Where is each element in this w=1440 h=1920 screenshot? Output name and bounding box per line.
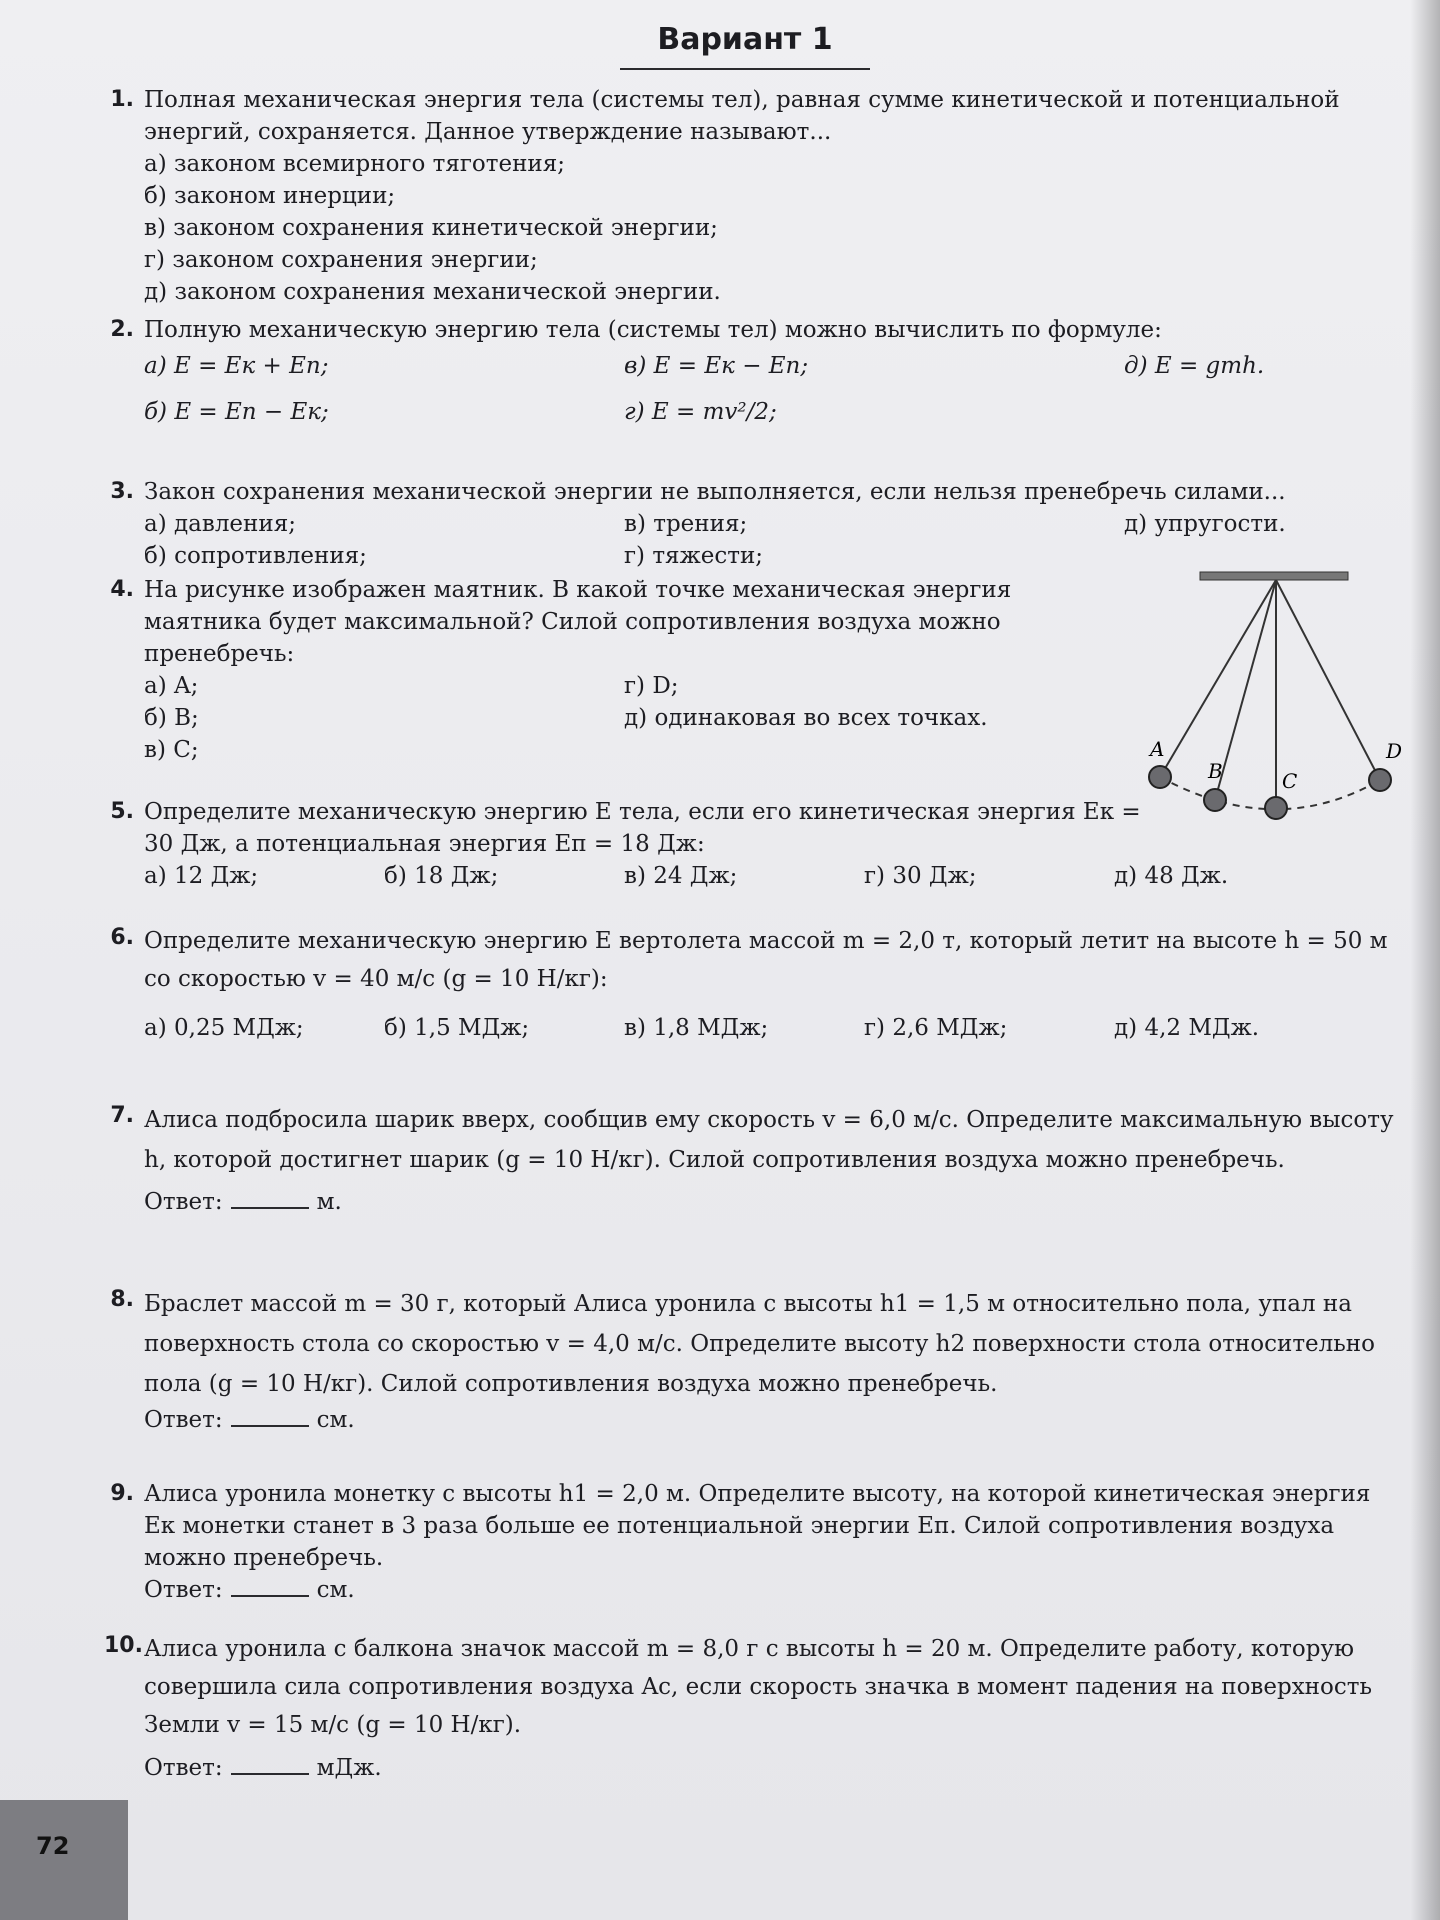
option-d[interactable]: д) 48 Дж. [1114, 863, 1229, 889]
answer-blank[interactable] [231, 1595, 309, 1597]
option-b[interactable]: б) законом инерции; [144, 183, 396, 209]
answer-unit: см. [316, 1407, 355, 1433]
option-b[interactable]: б) 18 Дж; [384, 863, 499, 889]
option-g[interactable]: г) 30 Дж; [864, 863, 977, 889]
option-a[interactable]: а) 12 Дж; [144, 863, 259, 889]
options-grid [144, 670, 1108, 766]
point-label-a: A [1150, 737, 1165, 761]
option-a[interactable]: а) 0,25 МДж; [144, 1015, 304, 1041]
answer-line [144, 1752, 1398, 1784]
point-label-d: D [1386, 739, 1403, 763]
question-number: 4. [110, 577, 134, 602]
question-number: 10. [104, 1633, 143, 1658]
option-g[interactable]: г) D; [624, 673, 679, 699]
question-number: 1. [110, 87, 134, 112]
question-9 [108, 1478, 1398, 1606]
pendulum-bob-d [1369, 769, 1391, 791]
option-b[interactable]: б) 1,5 МДж; [384, 1015, 530, 1041]
question-number: 2. [110, 317, 134, 342]
question-6 [108, 922, 1398, 1044]
option-g[interactable]: г) E = mv²/2; [624, 399, 777, 425]
options-list [144, 148, 1398, 308]
question-text: Определите механическую энергию E тела, если его кинетическая энергия Eк = 30 Дж, а потенциальная энергия Eп = 18 Дж: [144, 799, 1141, 857]
variant-title: Вариант 1 [620, 18, 870, 70]
pendulum-string-d [1276, 580, 1380, 780]
question-text: На рисунке изображен маятник. В какой точке механическая энергия маятника будет максимальной? Силой сопротивления воздуха можно пренебречь: [144, 577, 1012, 667]
question-text: Алиса подбросила шарик вверх, сообщив ему скорость v = 6,0 м/с. Определите максимальную высоту h, которой достигнет шарик (g = 10 Н/кг). Силой сопротивления воздуха можно пренебречь. [144, 1107, 1394, 1173]
option-g[interactable]: г) тяжести; [624, 543, 764, 569]
option-v[interactable]: в) C; [144, 737, 199, 763]
option-v[interactable]: в) трения; [624, 511, 748, 537]
question-number: 3. [110, 479, 134, 504]
option-d[interactable]: д) 4,2 МДж. [1114, 1015, 1260, 1041]
answer-blank[interactable] [231, 1773, 309, 1775]
question-1 [108, 84, 1398, 308]
page-edge-shadow [1410, 0, 1440, 1920]
option-b[interactable]: б) сопротивления; [144, 543, 367, 569]
question-text: Закон сохранения механической энергии не выполняется, если нельзя пренебречь силами... [144, 479, 1286, 505]
question-number: 6. [110, 925, 134, 950]
question-5 [108, 796, 1398, 892]
answer-label: Ответ: [144, 1755, 223, 1781]
question-3 [108, 476, 1398, 572]
option-v[interactable]: в) 24 Дж; [624, 863, 738, 889]
answer-line [144, 1186, 1398, 1218]
point-label-b: B [1208, 759, 1223, 783]
question-number: 7. [110, 1103, 134, 1128]
option-a[interactable]: а) давления; [144, 511, 296, 537]
page-number: 72 [0, 1800, 128, 1920]
question-7 [108, 1100, 1398, 1218]
options-grid [144, 350, 1398, 428]
pendulum-bob-a [1149, 766, 1171, 788]
answer-unit: см. [316, 1577, 355, 1603]
question-number: 9. [110, 1481, 134, 1506]
point-label-c: C [1282, 769, 1298, 793]
options-grid [144, 860, 1398, 892]
question-text: Определите механическую энергию E вертолета массой m = 2,0 т, который летит на высоте h = 50 м со скоростью v = 40 м/с (g = 10 Н/кг): [144, 928, 1388, 992]
answer-unit: мДж. [316, 1755, 382, 1781]
option-d[interactable]: д) E = gmh. [1124, 353, 1265, 379]
answer-line [144, 1574, 1398, 1606]
option-a[interactable]: а) E = Eк + Eп; [144, 353, 329, 379]
option-g[interactable]: г) законом сохранения энергии; [144, 247, 538, 273]
option-v[interactable]: в) законом сохранения кинетической энергии; [144, 215, 718, 241]
answer-unit: м. [316, 1189, 342, 1215]
question-text: Полную механическую энергию тела (системы тел) можно вычислить по формуле: [144, 317, 1162, 343]
question-8 [108, 1284, 1398, 1436]
question-text: Алиса уронила с балкона значок массой m = 8,0 г с высоты h = 20 м. Определите работу, которую совершила сила сопротивления воздуха Aс, если скорость значка в момент падения на поверхность Земли v = 15 м/с (g = 10 Н/кг). [144, 1636, 1372, 1738]
answer-label: Ответ: [144, 1189, 223, 1215]
question-text: Браслет массой m = 30 г, который Алиса уронила с высоты h1 = 1,5 м относительно пола, упал на поверхность стола со скоростью v = 4,0 м/с. Определите высоту h2 поверхности стола относительно пола (g = 10 Н/кг). Силой сопротивления воздуха можно пренебречь. [144, 1291, 1375, 1397]
option-v[interactable]: в) E = Eк − Eп; [624, 353, 809, 379]
question-number: 8. [110, 1287, 134, 1312]
option-a[interactable]: а) A; [144, 673, 199, 699]
question-2 [108, 314, 1398, 428]
answer-label: Ответ: [144, 1577, 223, 1603]
answer-label: Ответ: [144, 1407, 223, 1433]
option-g[interactable]: г) 2,6 МДж; [864, 1015, 1008, 1041]
option-b[interactable]: б) B; [144, 705, 199, 731]
option-v[interactable]: в) 1,8 МДж; [624, 1015, 769, 1041]
answer-line [144, 1404, 1398, 1436]
option-a[interactable]: а) законом всемирного тяготения; [144, 151, 566, 177]
option-b[interactable]: б) E = Eп − Eк; [144, 399, 329, 425]
question-4 [108, 574, 1108, 766]
answer-blank[interactable] [231, 1207, 309, 1209]
question-10 [104, 1630, 1398, 1784]
question-text: Полная механическая энергия тела (системы тел), равная сумме кинетической и потенциальной энергий, сохраняется. Данное утверждение называют... [144, 87, 1340, 145]
question-text: Алиса уронила монетку с высоты h1 = 2,0 м. Определите высоту, на которой кинетическая энергия Eк монетки станет в 3 раза больше ее потенциальной энергии Eп. Силой сопротивления воздуха можно пренебречь. [144, 1481, 1371, 1571]
pendulum-support [1200, 572, 1348, 580]
answer-blank[interactable] [231, 1425, 309, 1427]
option-d[interactable]: д) законом сохранения механической энергии. [144, 279, 721, 305]
option-d[interactable]: д) одинаковая во всех точках. [624, 705, 988, 731]
options-grid [144, 1012, 1398, 1044]
pendulum-string-a [1160, 580, 1276, 777]
question-number: 5. [110, 799, 134, 824]
pendulum-string-b [1215, 580, 1276, 800]
option-d[interactable]: д) упругости. [1124, 511, 1286, 537]
